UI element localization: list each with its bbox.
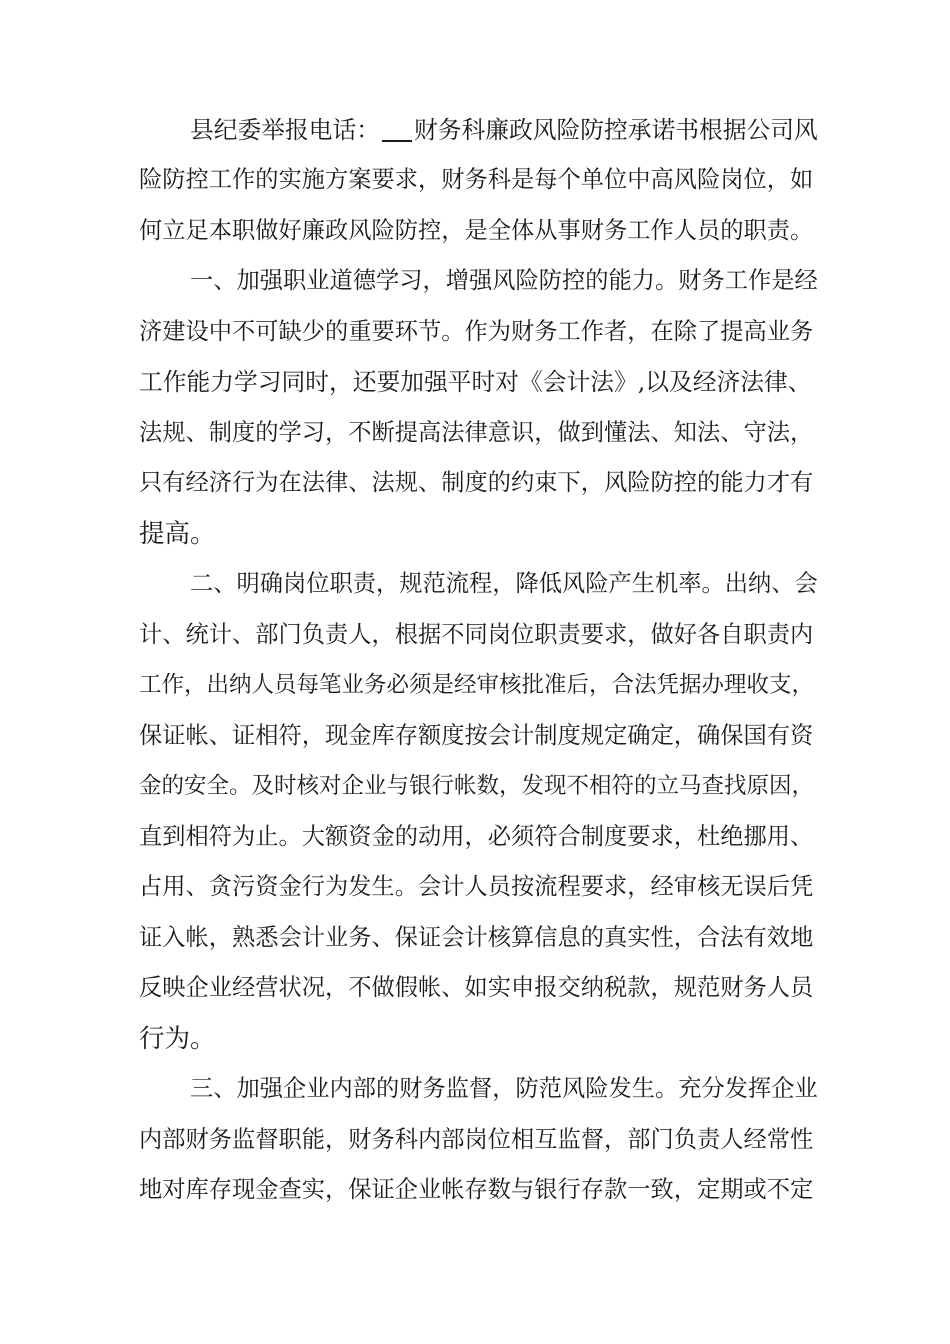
paragraph-line: 占用、贪污资金行为发生。会计人员按流程要求，经审核无误后凭 bbox=[139, 873, 814, 900]
paragraph-line: 法规、制度的学习，不断提高法律意识，做到懂法、知法、守法， bbox=[139, 419, 814, 446]
paragraph-line: 保证帐、证相符，现金库存额度按会计制度规定确定，确保国有资 bbox=[139, 722, 814, 749]
paragraph-line: 金的安全。及时核对企业与银行帐数，发现不相符的立马查找原因， bbox=[139, 773, 815, 799]
paragraph-line: 直到相符为止。大额资金的动用，必须符合制度要求，杜绝挪用、 bbox=[139, 823, 814, 850]
paragraph-line: 证入帐，熟悉会计业务、保证会计核算信息的真实性，合法有效地 bbox=[139, 924, 814, 951]
paragraph-line: 工作，出纳人员每笔业务必须是经审核批准后，合法凭据办理收支， bbox=[139, 672, 815, 698]
paragraph-line: 工作能力学习同时，还要加强平时对《会计法》,以及经济法律、 bbox=[139, 368, 812, 396]
paragraph-line: 三、加强企业内部的财务监督，防范风险发生。充分发挥企业 bbox=[190, 1075, 818, 1102]
paragraph-line: 一、加强职业道德学习，增强风险防控的能力。财务工作是经 bbox=[190, 267, 818, 294]
paragraph-line: 何立足本职做好廉政风险防控，是全体从事财务工作人员的职责。 bbox=[139, 217, 814, 244]
paragraph-line: 提高。 bbox=[139, 519, 216, 549]
paragraph-line: 内部财务监督职能，财务科内部岗位相互监督，部门负责人经常性 bbox=[139, 1126, 814, 1153]
phone-blank bbox=[382, 114, 412, 142]
paragraph-line: 计、统计、部门负责人，根据不同岗位职责要求，做好各自职责内 bbox=[139, 621, 814, 648]
paragraph-line bbox=[190, 110, 818, 150]
text-segment: 县纪委举报电话： bbox=[190, 116, 381, 144]
paragraph-line: 险防控工作的实施方案要求，财务科是每个单位中高风险岗位，如 bbox=[139, 166, 814, 193]
paragraph-line: 行为。 bbox=[139, 1024, 216, 1054]
paragraph-line: 济建设中不可缺少的重要环节。作为财务工作者，在除了提高业务 bbox=[139, 318, 814, 345]
text-segment: 财务科廉政风险防控承诺书根据公司风 bbox=[414, 116, 818, 144]
paragraph-line: 地对库存现金查实，保证企业帐存数与银行存款一致，定期或不定 bbox=[139, 1176, 814, 1203]
paragraph-line: 只有经济行为在法律、法规、制度的约束下，风险防控的能力才有 bbox=[139, 469, 814, 496]
paragraph-line: 二、明确岗位职责，规范流程，降低风险产生机率。出纳、会 bbox=[190, 570, 818, 597]
paragraph-line: 反映企业经营状况，不做假帐、如实申报交纳税款，规范财务人员 bbox=[139, 974, 814, 1001]
